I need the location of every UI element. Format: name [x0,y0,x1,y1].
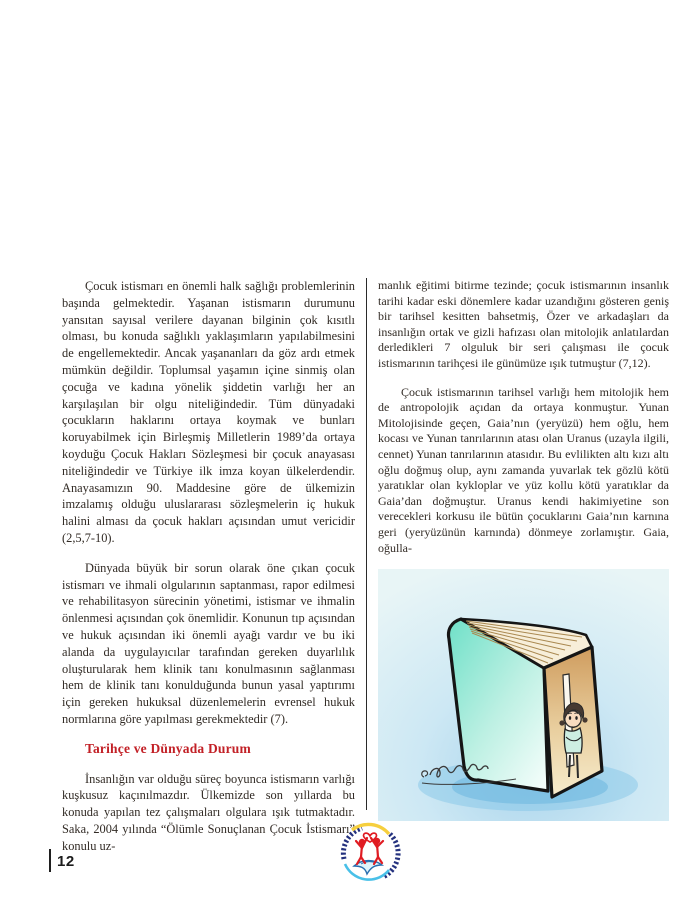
logo-text-ring-right [383,834,398,877]
paragraph: manlık eğitimi bitirme tezinde; çocuk istismarının insanlık tarihi kadar eski dönemlere kadar uzandığını gösteren geniş bir tarihsel kesitten bahsetmiş, Özer ve arkadaşları da insanlığın ortak ve gizli hafızası olan mitolojik anlatılardan derledikleri 7 olguluk bir seri çalışması ile çocuk istismarının tarihçesi ile günümüze ışık tutmuştur (7,12). [378,278,669,370]
section-heading: Tarihçe ve Dünyada Durum [85,740,251,756]
page-number: 12 [49,849,75,872]
paragraph: Dünyada büyük bir sorun olarak öne çıkan çocuk istismarı ve ihmali olgularının saptanması, rapor edilmesi ve rehabilitasyon sürecinin yönetimi, istismar ve ihmalin önlenmesi açısından çok önemlidir. Konunun tıp açısından ve hukuk açısından iki önemli ayağı vardır ve bu iki alanda da uygulayıcılar tarafından gereken duyarlılık oluşturularak hem klinik tanı konulmasının sağlanması hem de klinik tanı konulduğunda bunun yasal yaptırımı için gereken hukuksal düzenlemelerin evrensel hukuk normlarına göre yapılması gerekmektedir (7). [62,560,355,726]
left-column [62,278,355,868]
paragraph: Çocuk istismarı en önemli halk sağlığı problemlerinin başında gelmektedir. Yaşanan istismarın durumunu yansıtan sayısal verilere dayanan bilginin çok kısıtlı olması, bu konuda sağlıklı yaklaşımların yapılabilmesini de engellemektedir. Ancak yaşananları da göz ardı etmek mümkün değildir. Toplumsal yaşamın içine sinmiş olan çocuğa ve kadına yönelik şiddetin varlığı her an karşılaşılan bir olgu niteliğindedir. Tüm dünyadaki çocukların haklarını ortaya koymak ve bunları koruyabilmek için Birleşmiş Milletlerin 1989’da ortaya koyduğu Çocuk Hakları Sözleşmesi bir çocuk anayasası niteliğindedir ve Türkiye ilk imza koyan ülkelerdendir. Anayasamızın 90. Maddesine göre de ülkemizin imzalamış olduğu uluslararası sözleşmelerin iç hukuk halini alması da çocuk hakları açısından umut vericidir (2,5,7-10). [62,279,355,545]
article-body [62,278,669,868]
paragraph: Çocuk istismarının tarihsel varlığı hem mitolojik hem de antropolojik açıdan da ortaya konmuştur. Yunan Mitolojisinde geçen, Gaia’nın (yeryüzü) hem oğlu, hem kocası ve Yunan tanrılarının atası olan Uranus (uzayla ilgili, cennet) Yunan tanrılarının atasıdır. Bu evlilikten altı kızı altı oğlu doğmuş olup, aynı zamanda yuvarlak tek gözlü kötü yaratıklar olan kykloplar ve yüz kollu kötü yaratıklar da Gaia’dan doğmuştur. Uranus kendi hakimiyetine son verecekleri korkusu ile bütün çocuklarını Gaia’nın karnına geri (yeryüzünün karnında) dönmeye zorlamıştır. Gaia, oğulla- [378,384,669,555]
column-divider [366,278,367,810]
right-column [378,278,669,821]
paragraph: İnsanlığın var olduğu süreç boyunca istismarın varlığı kuşkusuz kaçınılmazdır. Ülkemizde son yıllarda bu konuda yapılan tez çalışmaları olgulara ışık tutmaktadır. Saka, 2004 yılında “Ölümle Sonuçlanan Çocuk İstismarı” konulu uz- [62,771,355,853]
organization-logo-icon [337,821,403,888]
book-child-illustration [378,569,669,821]
